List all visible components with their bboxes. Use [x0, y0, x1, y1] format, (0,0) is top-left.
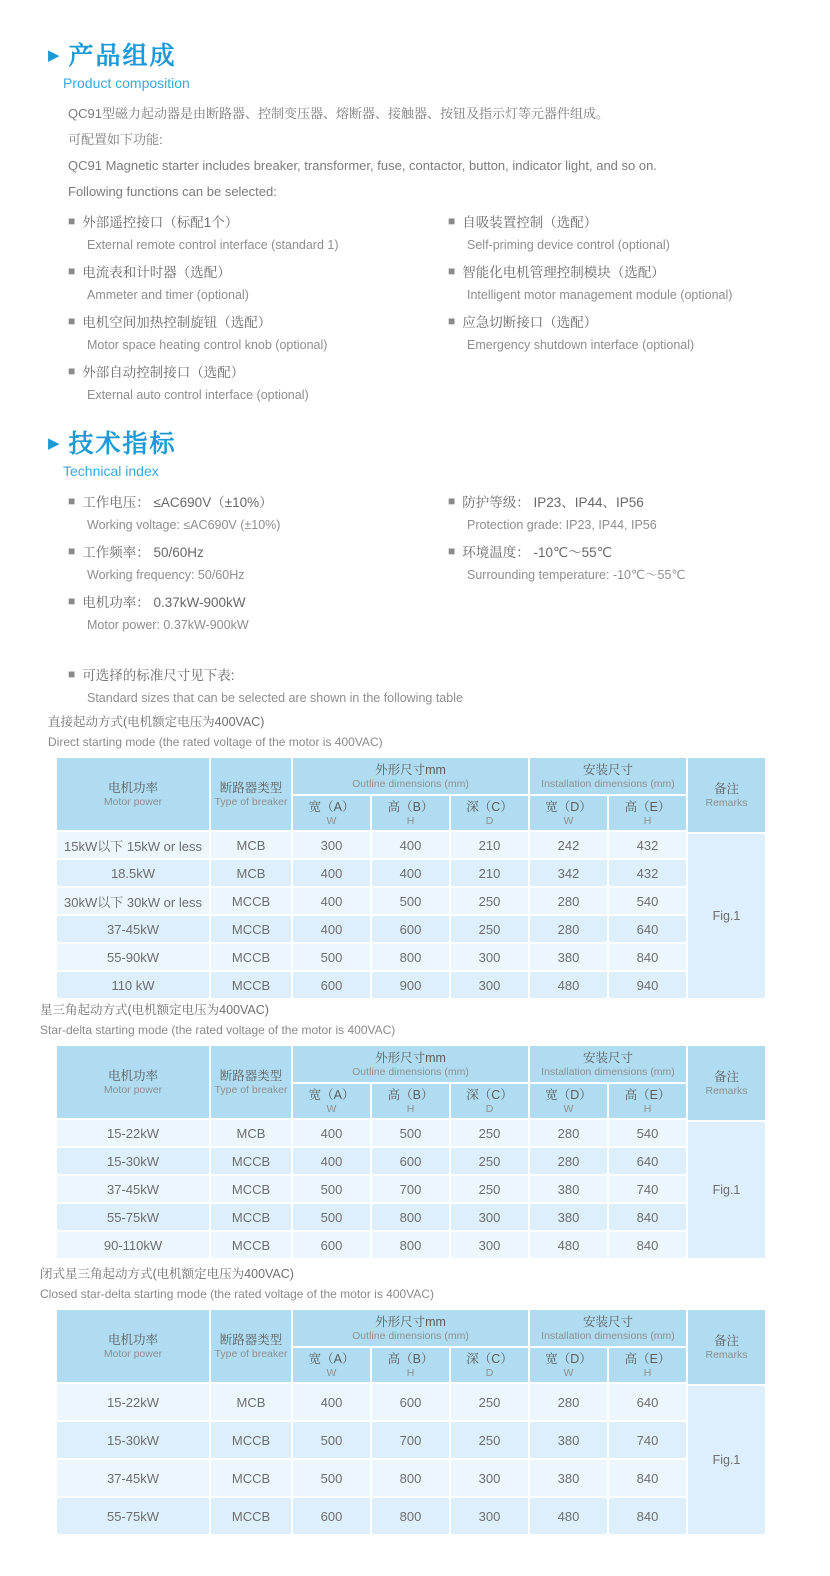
cell-height-e: 640 [609, 1148, 686, 1174]
cell-width-d: 480 [530, 1232, 607, 1258]
cell-height-e: 740 [609, 1422, 686, 1458]
cell-depth-c: 210 [451, 832, 528, 858]
cell-width-d: 242 [530, 832, 607, 858]
cell-height-e: 940 [609, 972, 686, 998]
spec-label-zh: 防护等级： IP23、IP44、IP56 [462, 495, 644, 510]
cell-width-a: 500 [293, 1204, 370, 1230]
cell-breaker-type: MCCB [211, 888, 291, 914]
cell-breaker-type: MCB [211, 832, 291, 858]
header-zh: 电机功率 [107, 780, 158, 795]
cell-breaker-type: MCCB [211, 972, 291, 998]
section-product-composition [48, 36, 796, 411]
table-row [57, 916, 686, 942]
table-row [57, 1232, 686, 1258]
feature-item [68, 361, 448, 402]
col-header-height-e: 高（E） H [609, 1348, 686, 1382]
cell-width-a: 400 [293, 1120, 370, 1146]
feature-label-en: Self-priming device control (optional) [467, 238, 670, 252]
cell-height-b: 600 [372, 916, 449, 942]
bullet-square-icon: ■ [68, 364, 76, 378]
table-row [57, 1384, 686, 1420]
feature-line-zh [68, 361, 448, 381]
cell-breaker-type: MCCB [211, 1148, 291, 1174]
cell-width-a: 600 [293, 972, 370, 998]
col-header-motor-power: 电机功率 Motor power [57, 1310, 209, 1382]
cell-depth-c: 300 [451, 1232, 528, 1258]
spec-label-en: Motor power: 0.37kW-900kW [87, 618, 249, 632]
bullet-square-icon: ■ [448, 214, 456, 228]
col-header-height-e: 高（E） H [609, 796, 686, 830]
feature-label-zh: 外部自动控制接口（选配） [82, 365, 245, 380]
col-header-breaker-type: 断路器类型 Type of breaker [211, 1046, 291, 1118]
table-wrap [55, 1044, 765, 1260]
feature-label-zh: 外部遥控接口（标配1个） [82, 215, 239, 230]
spec-label-zh: 环境温度： -10℃～55℃ [462, 545, 612, 560]
cell-width-a: 500 [293, 1176, 370, 1202]
col-header-motor-power [57, 758, 209, 830]
feature-label-zh: 自吸装置控制（选配） [462, 215, 598, 230]
cell-depth-c: 210 [451, 860, 528, 886]
table-row [57, 1422, 686, 1458]
cell-motor-power: 15-22kW [57, 1120, 209, 1146]
col-header-remarks: 备注 Remarks [688, 758, 765, 832]
cell-motor-power: 15-30kW [57, 1422, 209, 1458]
cell-height-b: 400 [372, 860, 449, 886]
table-caption-en: Direct starting mode (the rated voltage of the motor is 400VAC) [48, 735, 383, 749]
cell-depth-c: 300 [451, 1204, 528, 1230]
spec-columns [68, 491, 796, 641]
cell-height-b: 400 [372, 832, 449, 858]
feature-column-right [448, 211, 732, 411]
feature-label-en: Ammeter and timer (optional) [87, 288, 249, 302]
cell-depth-c: 300 [451, 944, 528, 970]
col-header-depth-c: 深（C） D [451, 796, 528, 830]
cell-width-d: 280 [530, 888, 607, 914]
header-zh: 安装尺寸 [582, 762, 633, 777]
cell-depth-c: 250 [451, 1176, 528, 1202]
col-header-breaker-type: 断路器类型 Type of breaker [211, 1310, 291, 1382]
table-row [57, 944, 686, 970]
table-wrap [55, 756, 765, 1000]
remarks-column [688, 758, 765, 998]
table-caption-en: Closed star-delta starting mode (the rated voltage of the motor is 400VAC) [40, 1287, 434, 1301]
spec-label-zh: 工作频率： 50/60Hz [82, 545, 204, 560]
section-subtitle-en: Product composition [63, 75, 190, 91]
cell-height-e: 640 [609, 1384, 686, 1420]
table-block-direct-start [48, 712, 765, 1000]
cell-width-a: 500 [293, 1460, 370, 1496]
spec-column-right [448, 491, 685, 641]
intro-paragraph: 可配置如下功能: [68, 132, 163, 147]
cell-breaker-type: MCCB [211, 1460, 291, 1496]
col-group-installation-dimensions: 安装尺寸 Installation dimensions (mm) [530, 1310, 686, 1346]
col-header-depth-c: 深（C） D [451, 1084, 528, 1118]
cell-breaker-type: MCCB [211, 1176, 291, 1202]
spec-line-zh [68, 591, 448, 611]
spec-label-en: Working voltage: ≤AC690V (±10%) [87, 518, 281, 532]
cell-breaker-type: MCB [211, 1384, 291, 1420]
feature-label-zh: 应急切断接口（选配） [462, 315, 598, 330]
feature-label-en: Emergency shutdown interface (optional) [467, 338, 695, 352]
cell-motor-power: 55-75kW [57, 1204, 209, 1230]
feature-item [68, 261, 448, 302]
spec-item [68, 591, 448, 632]
cell-height-e: 540 [609, 888, 686, 914]
spec-item [68, 491, 448, 532]
table-block-star-delta [40, 1000, 765, 1260]
header-zh: 外形尺寸mm [375, 762, 446, 777]
intro-paragraphs [68, 107, 796, 199]
section-arrow-icon: ▶ [48, 46, 60, 64]
cell-width-d: 342 [530, 860, 607, 886]
spec-table-closed-star-delta [55, 1308, 688, 1536]
spec-line-zh [448, 491, 685, 511]
col-header-width-a: 宽（A） W [293, 796, 370, 830]
cell-width-d: 280 [530, 916, 607, 942]
table-row [57, 1204, 686, 1230]
bullet-square-icon: ■ [68, 667, 76, 681]
spec-line-zh [68, 491, 448, 511]
col-header-remarks: 备注 Remarks [688, 1310, 765, 1384]
section-technical-index [48, 424, 796, 641]
feature-line-zh [448, 211, 732, 231]
intro-paragraph: QC91型磁力起动器是由断路器、控制变压器、熔断器、接触器、按钮及指示灯等元器件组成。 [68, 106, 609, 121]
col-header-breaker-type [211, 758, 291, 830]
cell-motor-power: 30kW以下 30kW or less [57, 888, 209, 914]
feature-label-en: Motor space heating control knob (optional) [87, 338, 328, 352]
col-header-width-d: 宽（D） W [530, 1084, 607, 1118]
cell-motor-power: 15kW以下 15kW or less [57, 832, 209, 858]
cell-breaker-type: MCB [211, 860, 291, 886]
cell-width-d: 380 [530, 1460, 607, 1496]
table-row [57, 888, 686, 914]
cell-width-a: 500 [293, 944, 370, 970]
col-header-depth-c: 深（C） D [451, 1348, 528, 1382]
header-en: Installation dimensions (mm) [541, 777, 675, 790]
cell-width-a: 600 [293, 1498, 370, 1534]
cell-height-e: 432 [609, 832, 686, 858]
cell-breaker-type: MCCB [211, 1204, 291, 1230]
cell-depth-c: 300 [451, 972, 528, 998]
col-header-width-d: 宽（D） W [530, 1348, 607, 1382]
intro-paragraph: QC91 Magnetic starter includes breaker, transformer, fuse, contactor, button, indicator light, and so on. [68, 158, 657, 173]
table-row [57, 832, 686, 858]
bullet-square-icon: ■ [448, 314, 456, 328]
cell-breaker-type: MCCB [211, 944, 291, 970]
spec-label-zh: 电机功率： 0.37kW-900kW [82, 595, 246, 610]
standard-sizes-note [68, 664, 463, 713]
bullet-square-icon: ■ [448, 264, 456, 278]
cell-breaker-type: MCCB [211, 1422, 291, 1458]
col-header-width-a: 宽（A） W [293, 1348, 370, 1382]
feature-label-zh: 电机空间加热控制旋钮（选配） [82, 315, 272, 330]
bullet-square-icon: ■ [448, 544, 456, 558]
cell-breaker-type: MCCB [211, 916, 291, 942]
feature-line-zh [68, 211, 448, 231]
cell-width-a: 400 [293, 860, 370, 886]
cell-height-b: 600 [372, 1148, 449, 1174]
section-subtitle-en: Technical index [63, 463, 159, 479]
remarks-value: Fig.1 [688, 834, 765, 998]
note-label-en: Standard sizes that can be selected are shown in the following table [87, 691, 463, 705]
col-header-height-b: 高（B） H [372, 796, 449, 830]
cell-width-a: 400 [293, 1384, 370, 1420]
feature-label-zh: 智能化电机管理控制模块（选配） [462, 265, 665, 280]
feature-item [448, 261, 732, 302]
table-row [57, 1460, 686, 1496]
col-header-motor-power: 电机功率 Motor power [57, 1046, 209, 1118]
cell-motor-power: 110 kW [57, 972, 209, 998]
cell-motor-power: 18.5kW [57, 860, 209, 886]
section-arrow-icon: ▶ [48, 434, 60, 452]
cell-breaker-type: MCCB [211, 1498, 291, 1534]
cell-height-b: 800 [372, 1232, 449, 1258]
cell-height-e: 740 [609, 1176, 686, 1202]
feature-label-en: External remote control interface (standard 1) [87, 238, 339, 252]
section-title-zh: 产品组成 [68, 42, 177, 70]
feature-line-zh [448, 261, 732, 281]
cell-height-b: 800 [372, 1460, 449, 1496]
bullet-square-icon: ■ [68, 264, 76, 278]
feature-label-en: Intelligent motor management module (optional) [467, 288, 733, 302]
cell-height-b: 500 [372, 1120, 449, 1146]
table-caption-zh: 星三角起动方式(电机额定电压为400VAC) [40, 1003, 269, 1017]
feature-label-zh: 电流表和计时器（选配） [82, 265, 231, 280]
table-row [57, 860, 686, 886]
feature-label-en: External auto control interface (optional) [87, 388, 309, 402]
spec-line-zh [68, 541, 448, 561]
feature-column-left [68, 211, 448, 411]
cell-breaker-type: MCB [211, 1120, 291, 1146]
cell-width-d: 280 [530, 1148, 607, 1174]
spec-label-en: Surrounding temperature: -10℃～55℃ [467, 568, 686, 582]
bullet-square-icon: ■ [68, 594, 76, 608]
cell-width-a: 400 [293, 888, 370, 914]
feature-columns [68, 211, 796, 411]
feature-item [68, 211, 448, 252]
table-row [57, 1120, 686, 1146]
col-header-width-a: 宽（A） W [293, 1084, 370, 1118]
cell-motor-power: 15-30kW [57, 1148, 209, 1174]
cell-width-d: 380 [530, 1422, 607, 1458]
col-header-height-b: 高（B） H [372, 1348, 449, 1382]
cell-depth-c: 250 [451, 1384, 528, 1420]
cell-height-e: 840 [609, 1232, 686, 1258]
spec-label-en: Working frequency: 50/60Hz [87, 568, 245, 582]
section-title-zh: 技术指标 [68, 430, 177, 458]
cell-depth-c: 250 [451, 888, 528, 914]
cell-width-d: 480 [530, 972, 607, 998]
cell-height-b: 500 [372, 888, 449, 914]
cell-height-e: 840 [609, 1204, 686, 1230]
cell-height-b: 600 [372, 1384, 449, 1420]
cell-width-d: 280 [530, 1120, 607, 1146]
table-row [57, 972, 686, 998]
feature-line-zh [448, 311, 732, 331]
cell-width-d: 380 [530, 1204, 607, 1230]
remarks-value: Fig.1 [688, 1386, 765, 1534]
col-group-outline-dimensions: 外形尺寸mm Outline dimensions (mm) [293, 1046, 528, 1082]
cell-motor-power: 37-45kW [57, 1176, 209, 1202]
section-title-row [48, 36, 796, 72]
bullet-square-icon: ■ [68, 214, 76, 228]
cell-height-b: 700 [372, 1422, 449, 1458]
cell-motor-power: 55-90kW [57, 944, 209, 970]
cell-height-e: 840 [609, 944, 686, 970]
cell-width-d: 280 [530, 1384, 607, 1420]
cell-height-e: 840 [609, 1498, 686, 1534]
spec-label-en: Protection grade: IP23, IP44, IP56 [467, 518, 657, 532]
table-caption-zh: 闭式星三角起动方式(电机额定电压为400VAC) [40, 1267, 294, 1281]
intro-paragraph: Following functions can be selected: [68, 184, 277, 199]
header-en: Type of breaker [214, 795, 288, 808]
remarks-value: Fig.1 [688, 1122, 765, 1258]
cell-height-e: 432 [609, 860, 686, 886]
cell-width-a: 600 [293, 1232, 370, 1258]
cell-height-b: 800 [372, 1498, 449, 1534]
spec-item [448, 491, 685, 532]
table-block-closed-star-delta [40, 1264, 765, 1536]
col-group-installation-dimensions [530, 758, 686, 794]
cell-height-e: 840 [609, 1460, 686, 1496]
cell-width-a: 300 [293, 832, 370, 858]
spec-item [448, 541, 685, 582]
bullet-square-icon: ■ [448, 494, 456, 508]
cell-motor-power: 37-45kW [57, 916, 209, 942]
cell-depth-c: 300 [451, 1460, 528, 1496]
cell-breaker-type: MCCB [211, 1232, 291, 1258]
cell-depth-c: 250 [451, 1148, 528, 1174]
table-row [57, 1498, 686, 1534]
cell-height-b: 700 [372, 1176, 449, 1202]
cell-width-d: 380 [530, 944, 607, 970]
cell-height-e: 540 [609, 1120, 686, 1146]
cell-depth-c: 250 [451, 1120, 528, 1146]
cell-width-d: 480 [530, 1498, 607, 1534]
cell-depth-c: 250 [451, 1422, 528, 1458]
cell-depth-c: 250 [451, 916, 528, 942]
note-label-zh: 可选择的标准尺寸见下表: [82, 668, 235, 683]
cell-width-a: 400 [293, 1148, 370, 1174]
spec-column-left [68, 491, 448, 641]
table-wrap [55, 1308, 765, 1536]
feature-line-zh [68, 311, 448, 331]
note-line-zh [68, 664, 463, 684]
col-header-height-e: 高（E） H [609, 1084, 686, 1118]
feature-item [448, 211, 732, 252]
table-row [57, 1176, 686, 1202]
cell-motor-power: 37-45kW [57, 1460, 209, 1496]
section-title-row [48, 424, 796, 460]
cell-width-a: 500 [293, 1422, 370, 1458]
col-header-width-d: 宽（D） W [530, 796, 607, 830]
table-row [57, 1148, 686, 1174]
remarks-column [688, 1046, 765, 1258]
spec-line-zh [448, 541, 685, 561]
col-group-installation-dimensions: 安装尺寸 Installation dimensions (mm) [530, 1046, 686, 1082]
cell-height-e: 640 [609, 916, 686, 942]
feature-item [448, 311, 732, 352]
col-header-remarks: 备注 Remarks [688, 1046, 765, 1120]
feature-item [68, 311, 448, 352]
cell-height-b: 800 [372, 1204, 449, 1230]
cell-width-a: 400 [293, 916, 370, 942]
table-caption-zh: 直接起动方式(电机额定电压为400VAC) [48, 715, 265, 729]
bullet-square-icon: ■ [68, 494, 76, 508]
header-en: Motor power [103, 795, 163, 808]
cell-motor-power: 15-22kW [57, 1384, 209, 1420]
col-header-height-b: 高（B） H [372, 1084, 449, 1118]
table-caption-en: Star-delta starting mode (the rated voltage of the motor is 400VAC) [40, 1023, 396, 1037]
cell-motor-power: 90-110kW [57, 1232, 209, 1258]
spec-table-direct [55, 756, 688, 1000]
remarks-column [688, 1310, 765, 1534]
col-group-outline-dimensions: 外形尺寸mm Outline dimensions (mm) [293, 1310, 528, 1346]
cell-height-b: 800 [372, 944, 449, 970]
header-zh: 断路器类型 [219, 780, 283, 795]
cell-height-b: 900 [372, 972, 449, 998]
cell-motor-power: 55-75kW [57, 1498, 209, 1534]
cell-depth-c: 300 [451, 1498, 528, 1534]
cell-width-d: 380 [530, 1176, 607, 1202]
bullet-square-icon: ■ [68, 314, 76, 328]
bullet-square-icon: ■ [68, 544, 76, 558]
feature-line-zh [68, 261, 448, 281]
spec-item [68, 541, 448, 582]
col-group-outline-dimensions [293, 758, 528, 794]
header-en: Outline dimensions (mm) [352, 777, 469, 790]
spec-table-star-delta [55, 1044, 688, 1260]
spec-label-zh: 工作电压： ≤AC690V（±10%） [82, 495, 273, 510]
